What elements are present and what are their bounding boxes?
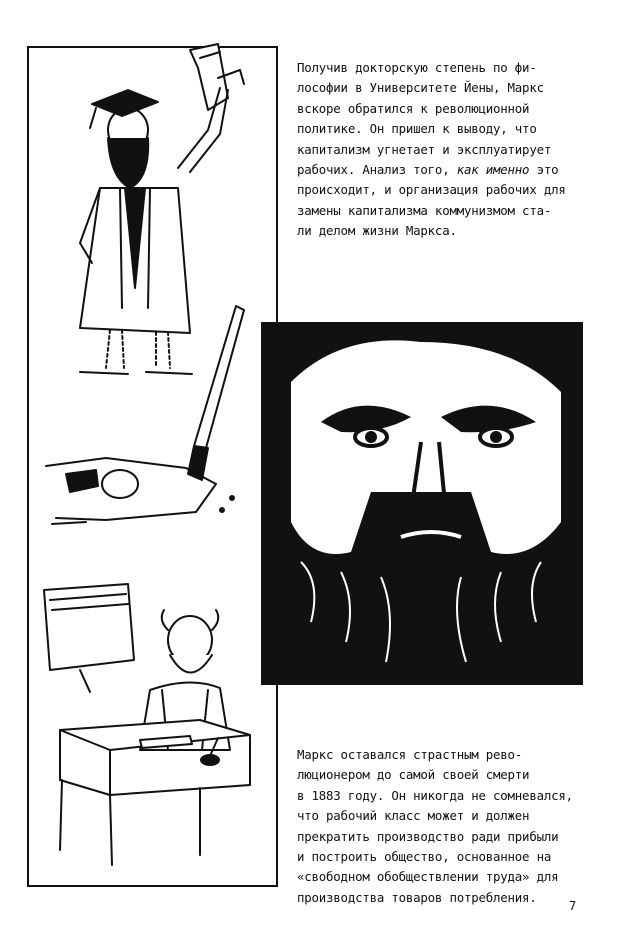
- text-line: в 1883 году. Он никогда не сомневался,: [297, 787, 573, 803]
- intro-paragraph: [297, 58, 577, 242]
- text-segment: это: [529, 162, 559, 178]
- text-segment: рабочих. Анализ того,: [297, 162, 457, 178]
- text-line: происходит, и организация рабочих для: [297, 182, 566, 198]
- text-line: прекратить производство ради прибыли: [297, 828, 559, 844]
- marx-portrait-illustration: [261, 322, 583, 685]
- text-line: производства товаров потребления.: [297, 889, 537, 905]
- page-number: 7: [569, 899, 577, 913]
- text-line: [297, 160, 577, 180]
- emphasis-text: как именно: [456, 162, 530, 178]
- text-line: люционером до самой своей смерти: [297, 767, 530, 783]
- text-line: политике. Он пришел к выводу, что: [297, 121, 537, 137]
- text-line: замены капитализма коммунизмом ста-: [297, 202, 552, 218]
- text-line: вскоре обратился к революционной: [297, 100, 530, 116]
- text-line: Маркс оставался страстным рево-: [297, 747, 523, 762]
- text-line: «свободном обобществлении труда» для: [297, 869, 559, 885]
- text-line: Получив докторскую степень по фи-: [297, 60, 537, 75]
- pen-crushing-figure-illustration: [36, 298, 271, 528]
- marx-at-desk-illustration: [40, 580, 255, 880]
- text-line: капитализм угнетает и эксплуатирует: [297, 141, 552, 157]
- text-line: что рабочий класс может и должен: [297, 808, 530, 824]
- conclusion-paragraph: [297, 745, 597, 908]
- text-line: и построить общество, основанное на: [297, 849, 552, 865]
- text-line: ли делом жизни Маркса.: [297, 223, 457, 239]
- text-line: лософии в Университете Йены, Маркс: [297, 80, 544, 96]
